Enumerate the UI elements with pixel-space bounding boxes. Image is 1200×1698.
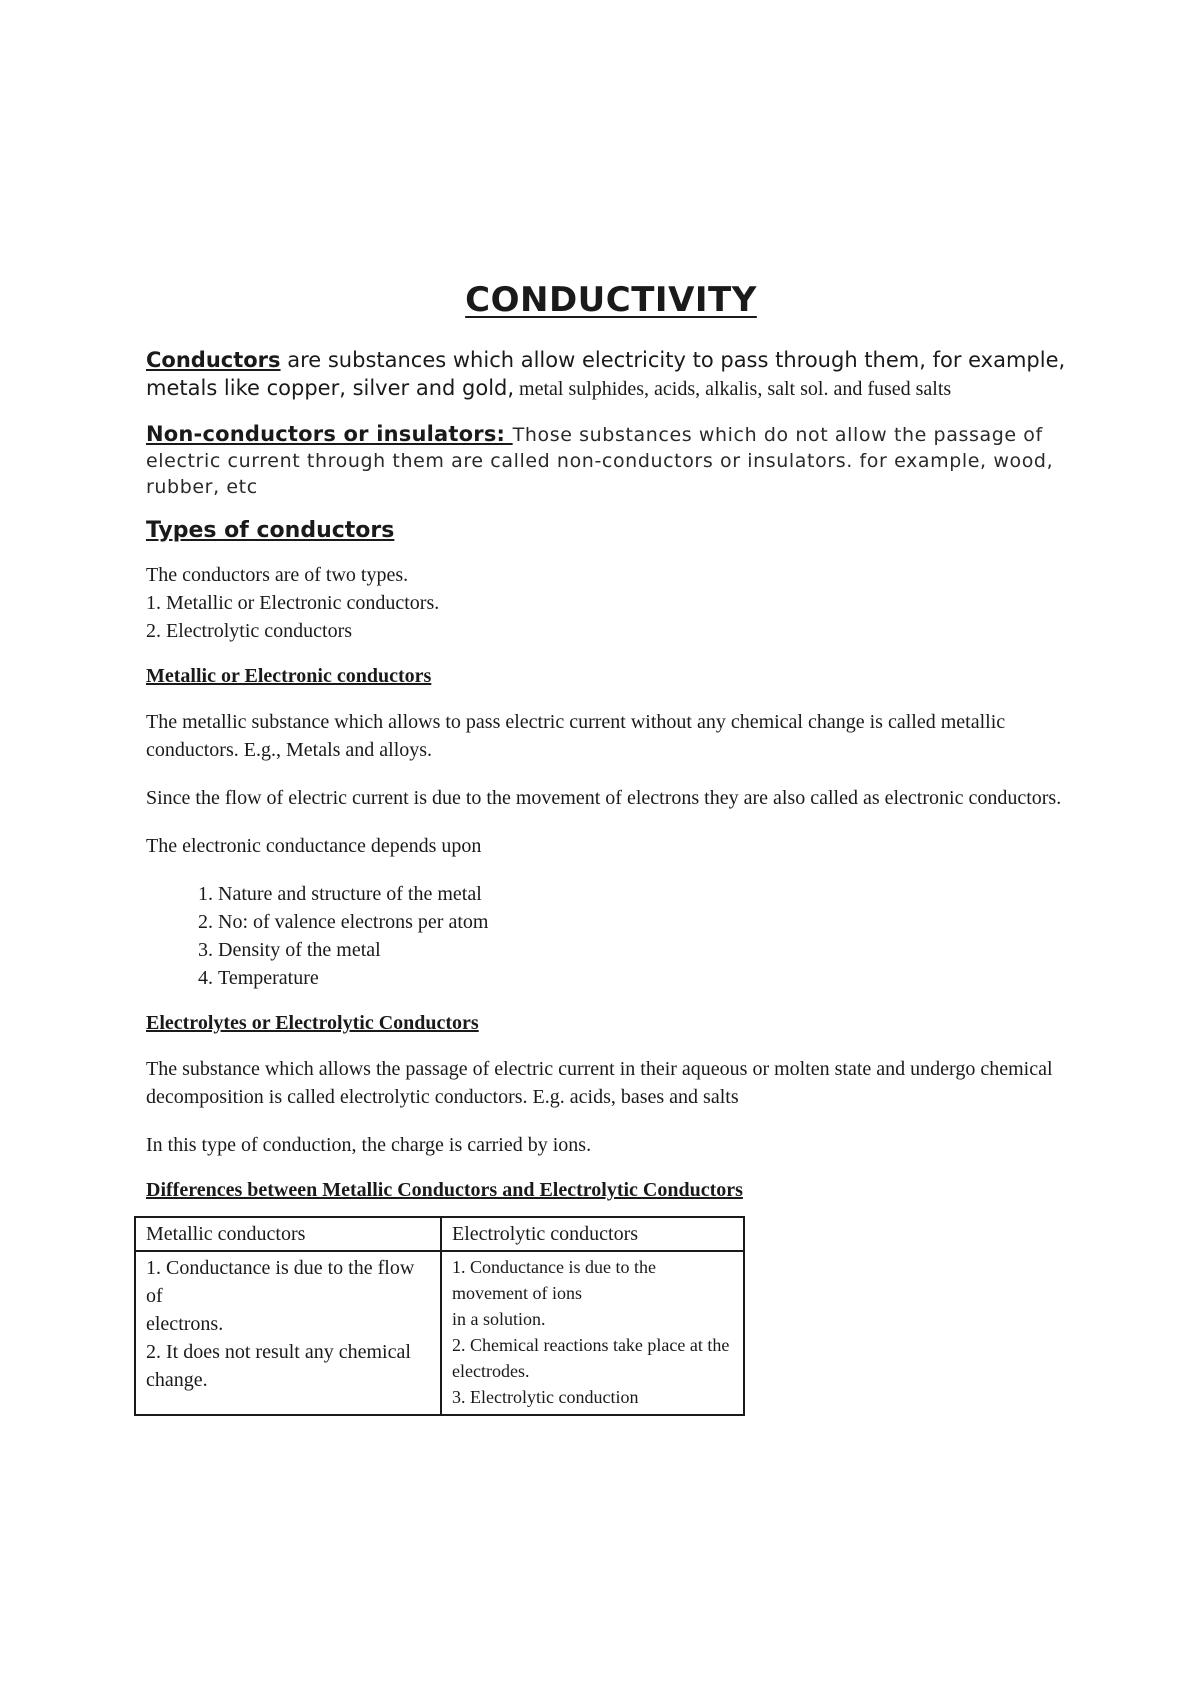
cell-line: electrons.: [146, 1313, 224, 1335]
electrolytic-heading: Electrolytes or Electrolytic Conductors: [146, 1012, 479, 1034]
factors-list: [146, 880, 1076, 992]
electrolytic-paragraph-2: In this type of conduction, the charge is carried by ions.: [146, 1134, 592, 1156]
table-row: [135, 1251, 744, 1415]
types-intro: The conductors are of two types.: [146, 564, 409, 586]
metallic-paragraph-1: The metallic substance which allows to pass electric current without any chemical change is called metallic conductors. E.g., Metals and alloys.: [146, 711, 1006, 761]
differences-heading: Differences between Metallic Conductors and Electrolytic Conductors: [146, 1179, 743, 1201]
types-item: 2. Electrolytic conductors: [146, 620, 353, 642]
list-item: 1. Nature and structure of the metal: [218, 880, 1076, 908]
conductors-text-serif: metal sulphides, acids, alkalis, salt sol. and fused salts: [514, 378, 952, 400]
metallic-paragraph-2: Since the flow of electric current is due to the movement of electrons they are also called as electronic conductors.: [146, 787, 1062, 809]
page-title: CONDUCTIVITY: [465, 280, 757, 320]
cell-line: electrodes.: [452, 1361, 530, 1381]
non-conductors-text: Those substances which do not allow the passage of electric current through them are called non-conductors or insulators. for example, wood, rubber, etc: [146, 424, 1054, 498]
metallic-heading: Metallic or Electronic conductors: [146, 665, 432, 687]
list-item: 3. Density of the metal: [218, 936, 1076, 964]
table-header-row: [135, 1217, 744, 1251]
cell-line: change.: [146, 1369, 208, 1391]
cell-line: in a solution.: [452, 1309, 546, 1329]
conductors-text-sans: are substances which allow electricity to pass through them, for example, metals like copper, silver and gold,: [146, 348, 1066, 400]
types-list: [146, 561, 1076, 645]
electrolytic-paragraph-1: The substance which allows the passage of electric current in their aqueous or molten state and undergo chemical decomposition is called electrolytic conductors. E.g. acids, bases and salts: [146, 1058, 1053, 1108]
cell-line: 2. Chemical reactions take place at the: [452, 1335, 730, 1355]
metallic-cell: [135, 1251, 441, 1415]
metallic-paragraph-3: The electronic conductance depends upon: [146, 835, 482, 857]
types-item: 1. Metallic or Electronic conductors.: [146, 592, 440, 614]
non-conductors-definition: [146, 421, 1076, 500]
differences-table: [134, 1216, 745, 1416]
non-conductors-keyword: Non-conductors or insulators:: [146, 422, 513, 446]
electrolytic-cell: [441, 1251, 744, 1415]
cell-line: 2. It does not result any chemical: [146, 1341, 411, 1363]
cell-line: 1. Conductance is due to the movement of ions: [452, 1257, 656, 1303]
types-heading: Types of conductors: [146, 518, 395, 543]
document-page: [146, 280, 1076, 1416]
conductors-keyword: Conductors: [146, 348, 281, 372]
list-item: 2. No: of valence electrons per atom: [218, 908, 1076, 936]
list-item: 4. Temperature: [218, 964, 1076, 992]
cell-line: 1. Conductance is due to the flow of: [146, 1257, 415, 1307]
table-header-metallic: Metallic conductors: [135, 1217, 441, 1251]
conductors-definition: [146, 346, 1076, 403]
table-header-electrolytic: Electrolytic conductors: [441, 1217, 744, 1251]
cell-line: 3. Electrolytic conduction: [452, 1387, 639, 1407]
